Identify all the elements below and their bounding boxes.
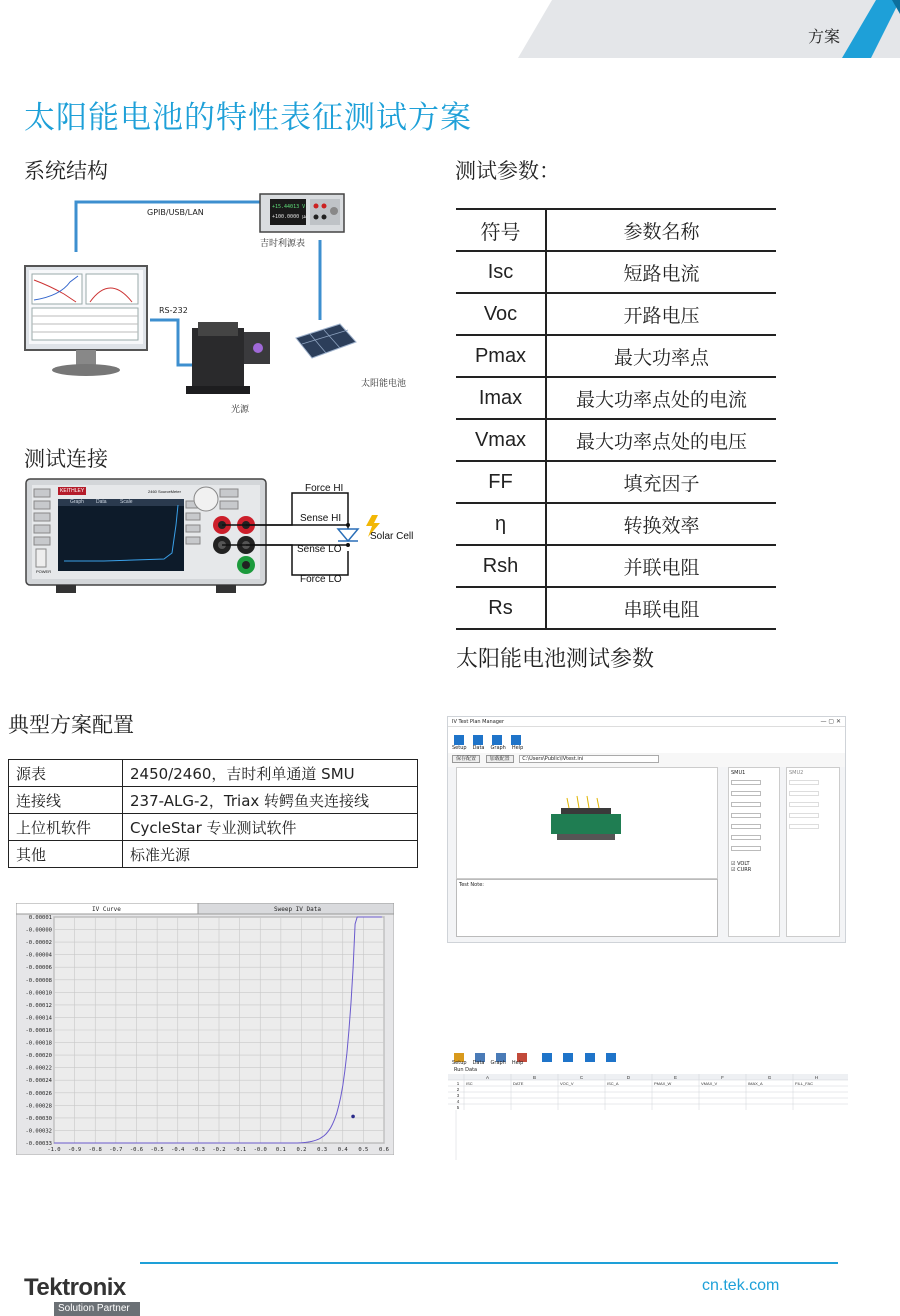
smu2-field[interactable] — [789, 780, 819, 785]
sw1-tabs — [448, 745, 845, 753]
sw1-setup-diagram — [457, 768, 719, 880]
sw1-panel-smu2 — [786, 767, 840, 937]
iv-y-tick: -0.00010 — [25, 990, 52, 997]
curr-checkbox[interactable]: ☑ CURR — [731, 867, 752, 873]
tab-help[interactable]: Help — [511, 745, 524, 751]
param-name: 最大功率点处的电流 — [546, 377, 776, 419]
grid-col-header: F — [721, 1075, 724, 1080]
config-row — [9, 814, 418, 841]
header-label: 方案 — [808, 27, 841, 46]
meter-reading-1: +15.44013 V — [272, 204, 306, 210]
iv-y-tick: -0.00014 — [25, 1015, 52, 1022]
sw1-panel-smu1 — [728, 767, 780, 937]
brand-label: KEITHLEY — [60, 488, 85, 494]
iv-y-tick: -0.00004 — [25, 952, 52, 959]
grid-col-header: A — [485, 1075, 490, 1080]
page-title: 太阳能电池的特性表征测试方案 — [24, 100, 472, 136]
smu1-field[interactable] — [731, 835, 761, 840]
iv-x-tick: -0.1 — [233, 1147, 247, 1153]
iv-y-tick: -0.00016 — [25, 1028, 52, 1034]
tab-graph[interactable]: Graph — [490, 1060, 506, 1066]
iv-y-tick: -0.00028 — [25, 1103, 52, 1110]
iv-y-tick: -0.00033 — [25, 1141, 52, 1147]
grid-row-number: 1 — [456, 1081, 460, 1086]
sense-lo-label: Sense LO — [297, 544, 342, 555]
param-symbol: Pmax — [456, 335, 546, 377]
tektronix-logo: Tektronix — [24, 1274, 126, 1301]
iv-chart — [16, 903, 394, 1155]
iv-x-tick: -0.3 — [191, 1147, 205, 1153]
param-name: 转换效率 — [546, 503, 776, 545]
iv-x-tick: 0.6 — [379, 1147, 389, 1153]
curr-checkbox-label: CURR — [737, 867, 752, 873]
iv-x-tick: 0.2 — [296, 1147, 307, 1153]
solar-cell-label: Solar Cell — [370, 531, 414, 542]
run-icon[interactable] — [542, 1053, 552, 1062]
iv-x-tick: -0.9 — [68, 1147, 82, 1153]
connection-diagram — [24, 475, 424, 600]
param-name: 最大功率点 — [546, 335, 776, 377]
iv-y-tick: -0.00020 — [25, 1053, 52, 1060]
config-table — [8, 759, 418, 868]
params-table — [456, 208, 776, 630]
grid-header-bg — [448, 1074, 848, 1080]
grid-cell: FILL_FAC — [795, 1081, 814, 1086]
iv-x-tick: -0.0 — [253, 1147, 267, 1153]
smu2-field[interactable] — [789, 824, 819, 829]
iv-y-tick: -0.00026 — [25, 1090, 52, 1097]
param-name: 最大功率点处的电压 — [546, 419, 776, 461]
params-row — [456, 503, 776, 545]
software-window-data — [448, 1044, 848, 1162]
tab-setup[interactable]: Setup — [452, 745, 467, 751]
grid-col-header: C — [579, 1075, 584, 1080]
param-name: 并联电阻 — [546, 545, 776, 587]
params-row — [456, 545, 776, 587]
config-key: 连接线 — [9, 787, 123, 814]
meter-reading-2: +100.0000 μA — [272, 214, 309, 220]
iv-x-tick: -0.5 — [150, 1147, 164, 1153]
smu1-field[interactable] — [731, 813, 761, 818]
params-row — [456, 335, 776, 377]
param-symbol: η — [456, 503, 546, 545]
grid-cell: VOC_V — [560, 1081, 574, 1086]
param-symbol: Vmax — [456, 419, 546, 461]
header-name: 参数名称 — [546, 209, 776, 251]
params-row — [456, 377, 776, 419]
params-row — [456, 587, 776, 629]
pause-icon[interactable] — [473, 735, 483, 745]
smu1-field[interactable] — [731, 780, 761, 785]
params-row — [456, 251, 776, 293]
footer-line — [140, 1262, 838, 1264]
config-key: 其他 — [9, 841, 123, 868]
iv-y-tick: -0.00030 — [25, 1115, 52, 1122]
smu2-field[interactable] — [789, 813, 819, 818]
param-symbol: Isc — [456, 251, 546, 293]
grid-cell: ISC — [466, 1081, 473, 1086]
smu1-field[interactable] — [731, 824, 761, 829]
iv-y-tick: -0.00008 — [25, 977, 52, 984]
sw1-config-bar — [448, 753, 845, 767]
iv-x-tick: 0.1 — [275, 1147, 286, 1153]
screen-tab-data: Data — [96, 499, 107, 505]
smu2-field[interactable] — [789, 802, 819, 807]
system-diagram-art — [20, 190, 420, 420]
config-value: 2450/2460，吉时利单通道 SMU — [123, 760, 418, 787]
grid-cell: DATE — [513, 1081, 524, 1086]
sw1-diagram-area — [456, 767, 718, 879]
tab-help[interactable]: Help — [511, 1060, 524, 1066]
iv-x-tick: -1.0 — [47, 1147, 61, 1153]
iv-y-tick: -0.00018 — [25, 1040, 52, 1047]
iv-y-tick: -0.00002 — [25, 940, 52, 947]
force-hi-label: Force HI — [305, 483, 344, 494]
tab-data[interactable]: Data — [472, 1060, 485, 1066]
grid-col-header: G — [767, 1075, 772, 1080]
config-key: 上位机软件 — [9, 814, 123, 841]
smu1-field[interactable] — [731, 791, 761, 796]
grid-row-number: 2 — [456, 1087, 460, 1092]
iv-x-tick: -0.6 — [129, 1147, 144, 1153]
config-path-input[interactable]: C:\Users\Public\IVtest.ini — [519, 755, 659, 763]
grid-cell: IMAX_A — [748, 1081, 763, 1086]
param-symbol: Imax — [456, 377, 546, 419]
link-label: GPIB/USB/LAN — [147, 208, 204, 217]
test-notes-input[interactable]: Test Note: — [456, 879, 718, 937]
params-row — [456, 419, 776, 461]
iv-y-tick: -0.00006 — [25, 965, 52, 972]
load-config-button[interactable]: 加载配置 — [486, 755, 514, 763]
iv-chart-svg — [16, 903, 394, 1155]
iv-y-tick: -0.00012 — [25, 1002, 52, 1009]
iv-tab-label: Sweep IV Data — [274, 906, 321, 913]
iv-y-tick: -0.00022 — [25, 1065, 52, 1072]
param-name: 短路电流 — [546, 251, 776, 293]
sw1-window-controls[interactable]: — ▢ ✕ — [820, 718, 841, 725]
sw2-data-grid — [448, 1074, 848, 1160]
meter-label: 吉时利源表 — [260, 239, 306, 249]
params-row — [456, 293, 776, 335]
site-url: cn.tek.com — [702, 1277, 780, 1294]
grid-cell: ISC_A — [607, 1081, 619, 1086]
grid-cell: PMAX_W — [654, 1081, 672, 1086]
grid-col-header: D — [626, 1075, 631, 1080]
save-icon[interactable] — [585, 1053, 595, 1062]
light-label: 光源 — [231, 405, 250, 415]
iv-x-tick: -0.7 — [109, 1147, 123, 1153]
tab-setup[interactable]: Setup — [452, 1060, 467, 1066]
config-key: 源表 — [9, 760, 123, 787]
system-diagram — [20, 190, 420, 420]
software-window-setup — [447, 716, 846, 943]
config-value: CycleStar 专业测试软件 — [123, 814, 418, 841]
param-name: 开路电压 — [546, 293, 776, 335]
config-row — [9, 787, 418, 814]
pause-icon[interactable] — [563, 1053, 573, 1062]
param-symbol: Rsh — [456, 545, 546, 587]
params-row — [456, 461, 776, 503]
iv-x-tick: -0.8 — [88, 1147, 102, 1153]
iv-y-tick: -0.00024 — [25, 1078, 52, 1085]
run-icon[interactable] — [454, 735, 464, 745]
iv-tab-label: IV Curve — [92, 906, 121, 913]
sw1-titlebar: IV Test Plan Manager — [448, 717, 845, 727]
grid-row-number: 3 — [456, 1093, 460, 1098]
serial-label: RS-232 — [159, 306, 188, 315]
param-symbol: Rs — [456, 587, 546, 629]
force-lo-label: Force LO — [300, 574, 342, 585]
save-icon[interactable] — [492, 735, 502, 745]
config-row — [9, 841, 418, 868]
iv-y-tick: 0.00001 — [28, 915, 52, 921]
sw2-toolbar — [448, 1044, 848, 1060]
param-symbol: FF — [456, 461, 546, 503]
power-label: POWER — [36, 569, 52, 574]
export-icon[interactable] — [511, 735, 521, 745]
tab-graph[interactable]: Graph — [490, 745, 506, 751]
iv-x-tick: 0.5 — [358, 1147, 369, 1153]
grid-col-header: B — [532, 1075, 537, 1080]
chart-icon[interactable] — [606, 1053, 616, 1062]
panel-smu1-title: SMU1 — [731, 770, 746, 776]
iv-x-tick: -0.4 — [171, 1147, 185, 1153]
sw1-toolbar — [448, 727, 845, 745]
param-name: 串联电阻 — [546, 587, 776, 629]
grid-row-number: 5 — [456, 1105, 460, 1110]
cell-label: 太阳能电池 — [361, 379, 407, 389]
smu1-field[interactable] — [731, 846, 761, 851]
logo-subtitle: Solution Partner — [54, 1302, 140, 1316]
sw2-tabs — [448, 1060, 848, 1067]
config-value: 237-ALG-2，Triax 转鳄鱼夹连接线 — [123, 787, 418, 814]
iv-x-tick: 0.3 — [317, 1147, 328, 1153]
grid-col-header: E — [673, 1075, 678, 1080]
panel-smu2-title: SMU2 — [789, 770, 804, 776]
header-symbol: 符号 — [456, 209, 546, 251]
params-caption: 太阳能电池测试参数 — [456, 647, 655, 672]
grid-col-header: H — [814, 1075, 819, 1080]
save-config-button[interactable]: 保存配置 — [452, 755, 480, 763]
config-row — [9, 760, 418, 787]
screen-tab-scale: Scale — [120, 499, 133, 505]
volt-checkbox-label: VOLT — [737, 861, 750, 867]
smu2-field[interactable] — [789, 791, 819, 796]
grid-row-number: 4 — [456, 1099, 460, 1104]
param-name: 填充因子 — [546, 461, 776, 503]
model-label: 2460 SourceMeter — [148, 489, 181, 494]
section-system: 系统结构 — [24, 159, 108, 183]
sense-hi-label: Sense HI — [300, 513, 342, 524]
volt-checkbox[interactable]: ☑ VOLT — [731, 861, 750, 867]
config-value: 标准光源 — [123, 841, 418, 868]
param-symbol: Voc — [456, 293, 546, 335]
tab-data[interactable]: Data — [472, 745, 485, 751]
section-connection: 测试连接 — [24, 447, 108, 471]
iv-y-tick: -0.00000 — [25, 927, 52, 934]
sw2-subtab[interactable]: Run Data — [454, 1067, 478, 1073]
smu1-field[interactable] — [731, 802, 761, 807]
grid-cell: VMAX_V — [701, 1081, 718, 1086]
iv-y-tick: -0.00032 — [25, 1128, 52, 1135]
section-params: 测试参数： — [455, 159, 560, 183]
screen-tab-graph: Graph — [70, 499, 84, 505]
section-config: 典型方案配置 — [8, 713, 134, 737]
iv-x-tick: 0.4 — [337, 1147, 348, 1153]
params-header-row — [456, 209, 776, 251]
iv-max-power-point — [351, 1115, 355, 1119]
iv-x-tick: -0.2 — [212, 1147, 226, 1153]
